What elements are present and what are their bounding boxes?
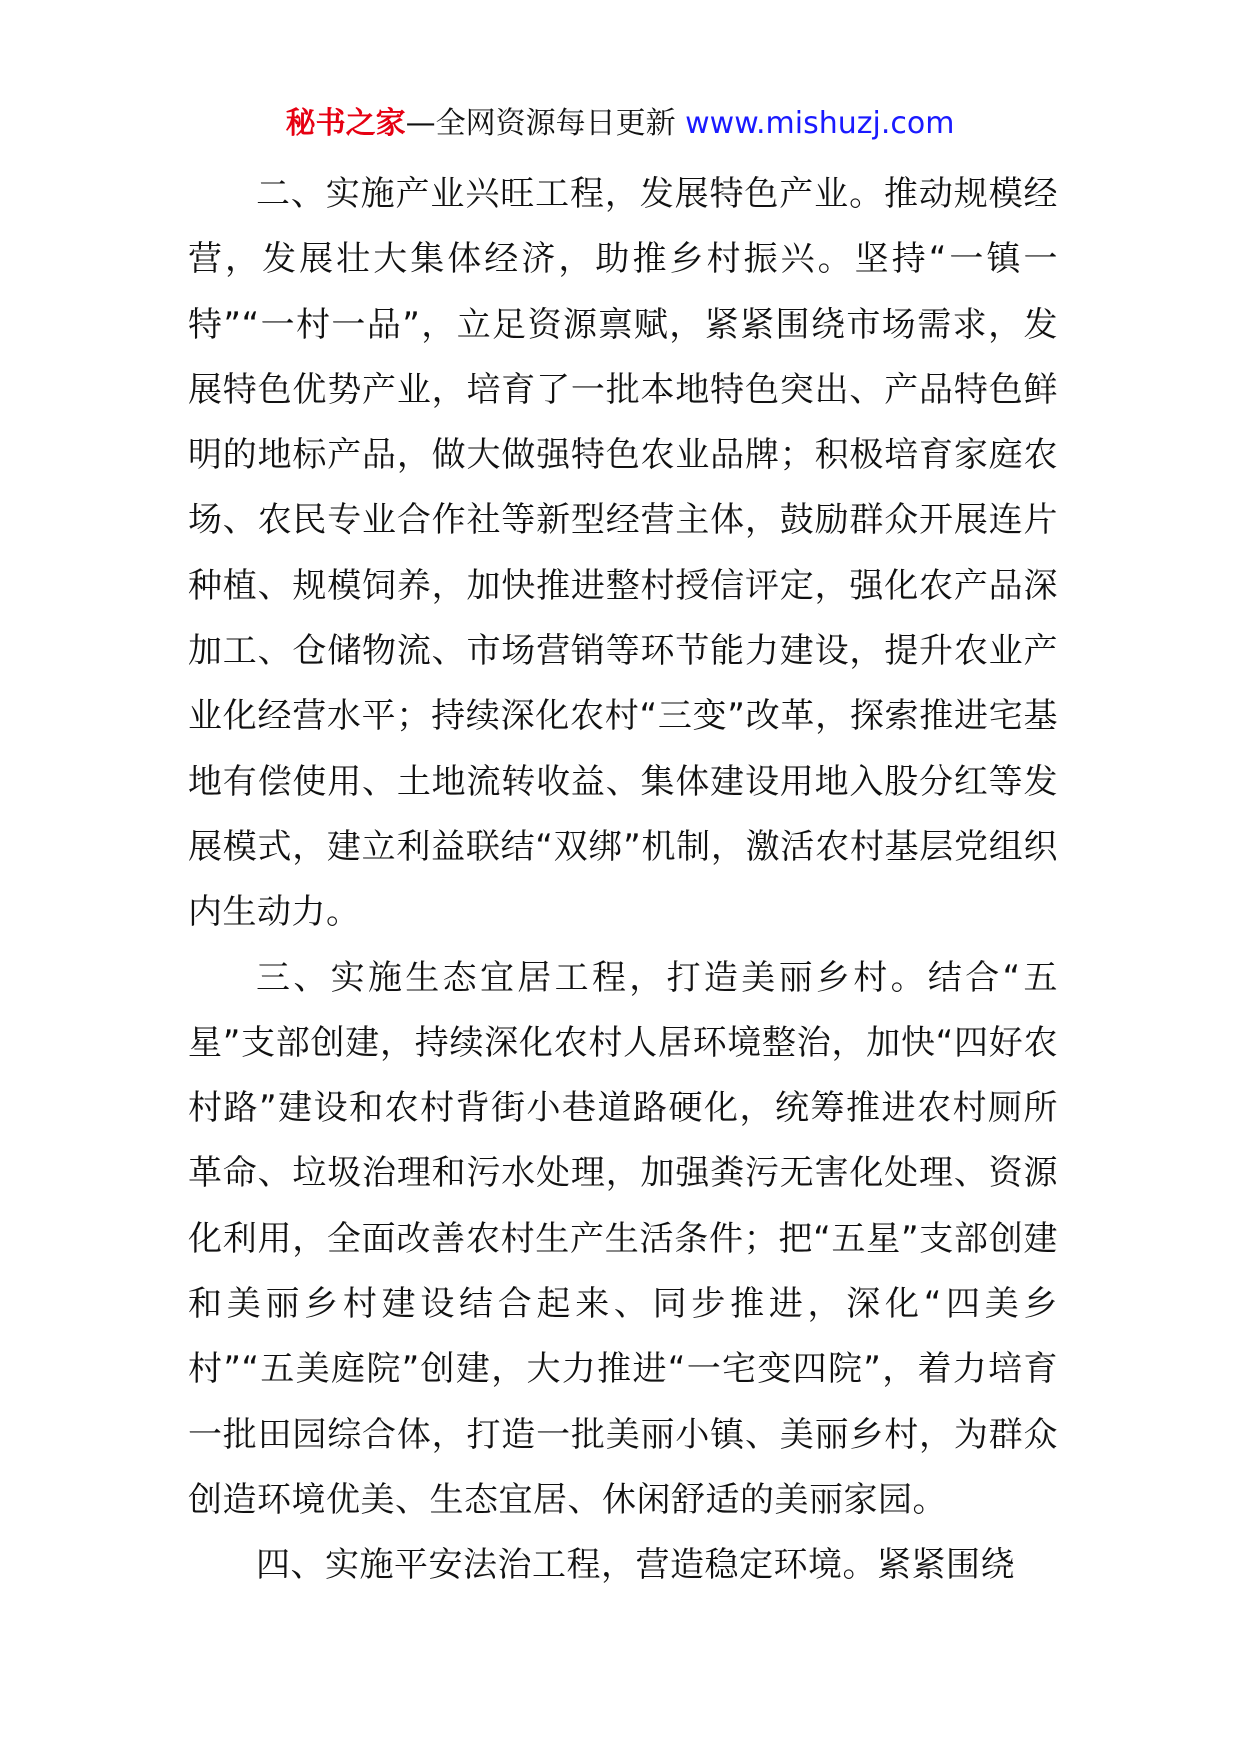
header-tagline: —全网资源每日更新: [405, 106, 686, 141]
header-brand: 秘书之家: [285, 106, 406, 141]
paragraph-ecology: 三、实施生态宜居工程，打造美丽乡村。结合“五星”支部创建，持续深化农村人居环境整治，加快“四好农村路”建设和农村背街小巷道路硬化，统筹推进农村厕所革命、垃圾治理和污水处理，加强粪污无害化处理、资源化利用，全面改善农村生产生活条件；把“五星”支部创建和美丽乡村建设结合起来、同步推进，深化“四美乡村”“五美庭院”创建，大力推进“一宅变四院”，着力培育一批田园综合体，打造一批美丽小镇、美丽乡村，为群众创造环境优美、生态宜居、休闲舒适的美丽家园。: [188, 957, 1058, 1520]
document-body: [188, 162, 1058, 1599]
paragraph-industry: 二、实施产业兴旺工程，发展特色产业。推动规模经营，发展壮大集体经济，助推乡村振兴。坚持“一镇一特”“一村一品”，立足资源禀赋，紧紧围绕市场需求，发展特色优势产业，培育了一批本地特色突出、产品特色鲜明的地标产品，做大做强特色农业品牌；积极培育家庭农场、农民专业合作社等新型经营主体，鼓励群众开展连片种植、规模饲养，加快推进整村授信评定，强化农产品深加工、仓储物流、市场营销等环节能力建设，提升农业产业化经营水平；持续深化农村“三变”改革，探索推进宅基地有偿使用、土地流转收益、集体建设用地入股分红等发展模式，建立利益联结“双绑”机制，激活农村基层党组织内生动力。: [188, 174, 1058, 933]
page-header: [0, 100, 1240, 148]
paragraph-safety: 四、实施平安法治工程，营造稳定环境。紧紧围绕: [256, 1545, 1015, 1586]
header-url[interactable]: www.mishuzj.com: [685, 106, 955, 141]
